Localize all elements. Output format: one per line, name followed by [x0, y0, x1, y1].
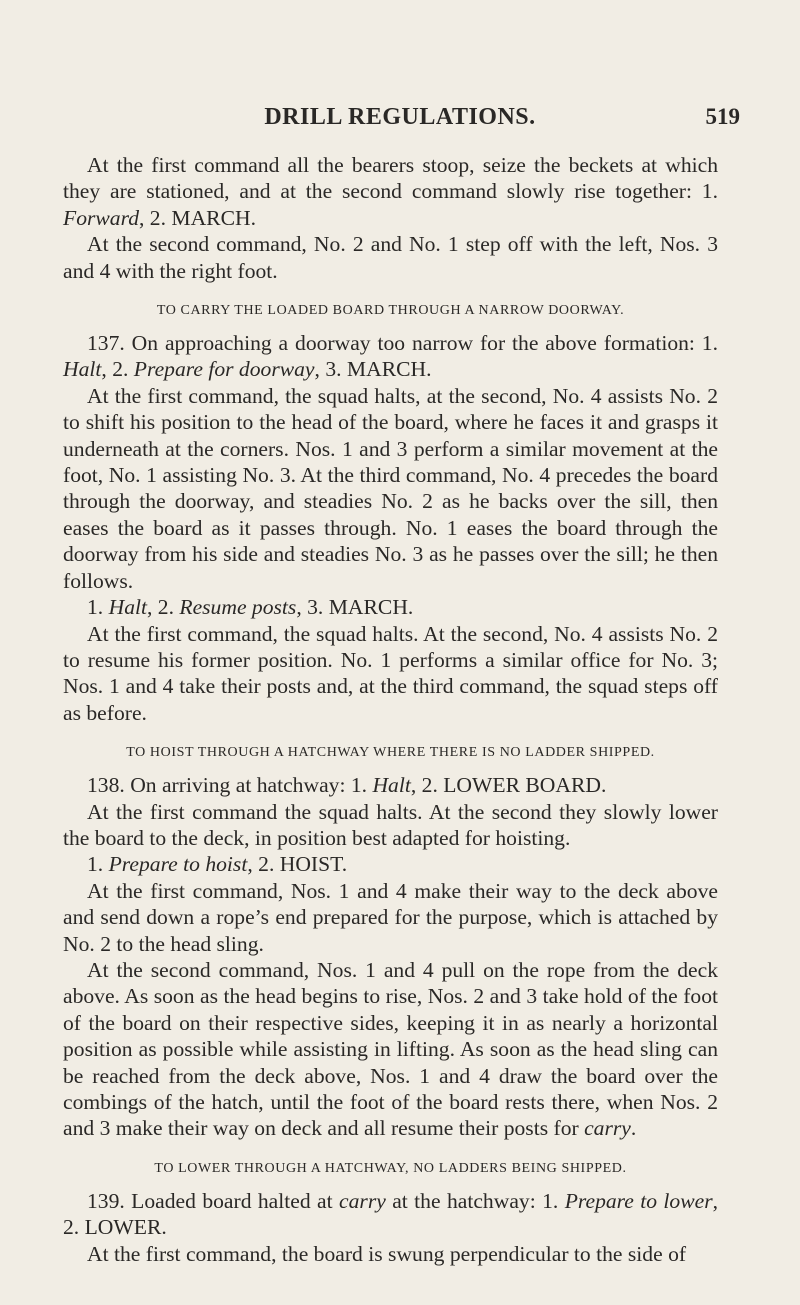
paragraph: At the first command, Nos. 1 and 4 make their way to the deck above and send down a rope’s end prepared for the purpose, which is attached by No. 2 to the head sling.	[63, 878, 718, 956]
section-heading: TO HOIST THROUGH A HATCHWAY WHERE THERE IS NO LADDER SHIPPED.	[126, 745, 655, 761]
paragraph: 138. On arriving at hatchway: 1. Halt, 2. LOWER BOARD.	[87, 773, 607, 798]
paragraph: At the first command, the squad halts, at the second, No. 4 assists No. 2 to shift his position to the head of the board, where he faces it and grasps it underneath at the corners. Nos. 1 and 3 perform a similar movement at the foot, No. 1 assisting No. 3. At the third command, No. 4 precedes the board through the doorway, and steadies No. 2 as he backs over the sill, then eases the board as it passes through. No. 1 eases the board through the doorway from his side and steadies No. 3 as he passes over the sill; he then follows.	[63, 383, 718, 593]
paragraph: At the first command, the squad halts. At the second, No. 4 assists No. 2 to resume his former position. No. 1 performs a similar office for No. 3; Nos. 1 and 4 take their posts and, at the third command, the squad steps off as before.	[63, 621, 718, 725]
paragraph: 137. On approaching a doorway too narrow for the above formation: 1. Halt, 2. Prepare for doorway, 3. MARCH.	[63, 331, 718, 382]
section-heading: TO LOWER THROUGH A HATCHWAY, NO LADDERS BEING SHIPPED.	[154, 1160, 627, 1176]
paragraph: 1. Prepare to hoist, 2. HOIST.	[87, 852, 348, 877]
paragraph: 1. Halt, 2. Resume posts, 3. MARCH.	[87, 595, 414, 620]
paragraph: At the first command, the board is swung perpendicular to the side of	[87, 1241, 687, 1266]
page-header	[60, 104, 740, 134]
paragraph: At the first command the squad halts. At the second they slowly lower the board to the deck, in position best adapted for hoisting.	[63, 799, 718, 850]
page-number: 519	[705, 104, 740, 129]
paragraph: At the second command, No. 2 and No. 1 step off with the left, Nos. 3 and 4 with the right foot.	[63, 232, 718, 283]
body-text	[63, 152, 718, 1267]
running-title: DRILL REGULATIONS.	[264, 104, 536, 130]
paragraph: At the second command, Nos. 1 and 4 pull on the rope from the deck above. As soon as the head begins to rise, Nos. 2 and 3 take hold of the foot of the board on their respective sides, keeping it in as nearly a horizontal position as possible while assisting in lifting. As soon as the head sling can be reached from the deck above, Nos. 1 and 4 draw the board over the combings of the hatch, until the foot of the board rests there, when Nos. 2 and 3 make their way on deck and all resume their posts for carry.	[63, 957, 718, 1141]
paragraph: 139. Loaded board halted at carry at the hatchway: 1. Prepare to lower, 2. LOWER.	[63, 1188, 719, 1240]
paragraph: At the first command all the bearers stoop, seize the beckets at which they are stationed, and at the second command slowly rise together: 1. Forward, 2. MARCH.	[63, 153, 718, 230]
section-heading: TO CARRY THE LOADED BOARD THROUGH A NARROW DOORWAY.	[156, 303, 625, 319]
